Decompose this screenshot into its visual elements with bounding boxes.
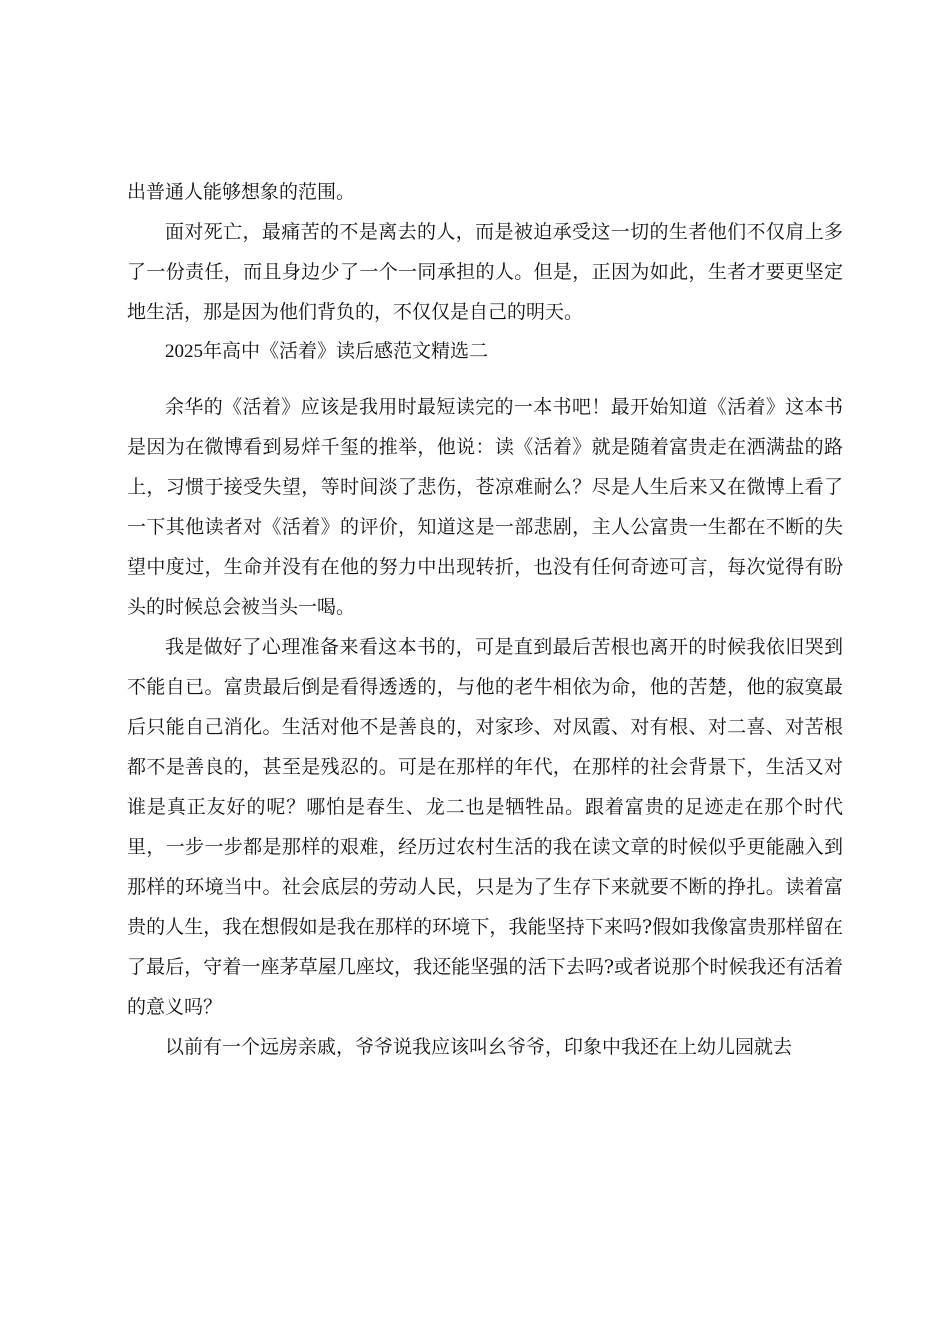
paragraph-intro: 余华的《活着》应该是我用时最短读完的一本书吧！最开始知道《活着》这本书是因为在微博看到易烊千玺的推举，他说：读《活着》就是随着富贵走在洒满盐的路上，习惯于接受失望，等时间淡了悲伤，苍凉难耐么？尽是人生后来又在微博上看了一下其他读者对《活着》的评价，知道这是一部悲剧，主人公富贵一生都在不断的失望中度过，生命并没有在他的努力中出现转折，也没有任何奇迹可言，每次觉得有盼头的时候总会被当头一喝。 [127, 396, 843, 618]
heading-spacer [127, 372, 843, 387]
paragraph-death-reflection: 面对死亡，最痛苦的不是离去的人，而是被迫承受这一切的生者他们不仅肩上多了一份责任，而且身边少了一个一同承担的人。但是，正因为如此，生者才要更坚定地生活，那是因为他们背负的，不仅仅是自己的明天。 [127, 221, 843, 323]
paragraph-reflection: 我是做好了心理准备来看这本书的，可是直到最后苦根也离开的时候我依旧哭到不能自已。富贵最后倒是看得透透的，与他的老牛相依为命，他的苦楚，他的寂寞最后只能自己消化。生活对他不是善良的，对家珍、对凤霞、对有根、对二喜、对苦根都不是善良的，甚至是残忍的。可是在那样的年代，在那样的社会背景下，生活又对谁是真正友好的呢？哪怕是春生、龙二也是牺牲品。跟着富贵的足迹走在那个时代里，一步一步都是那样的艰难，经历过农村生活的我在读文章的时候似乎更能融入到那样的环境当中。社会底层的劳动人民，只是为了生存下来就要不断的挣扎。读着富贵的人生，我在想假如是我在那样的环境下，我能坚持下来吗?假如我像富贵那样留在了最后，守着一座茅草屋几座坟，我还能坚强的活下去吗?或者说那个时候我还有活着的意义吗？ [127, 636, 843, 1018]
document-body [127, 172, 843, 1067]
paragraph-continuation: 出普通人能够想象的范围。 [127, 181, 356, 203]
section-heading: 2025年高中《活着》读后感范文精选二 [165, 341, 489, 362]
paragraph-relative: 以前有一个远房亲戚，爷爷说我应该叫幺爷爷，印象中我还在上幼儿园就去 [165, 1036, 793, 1058]
